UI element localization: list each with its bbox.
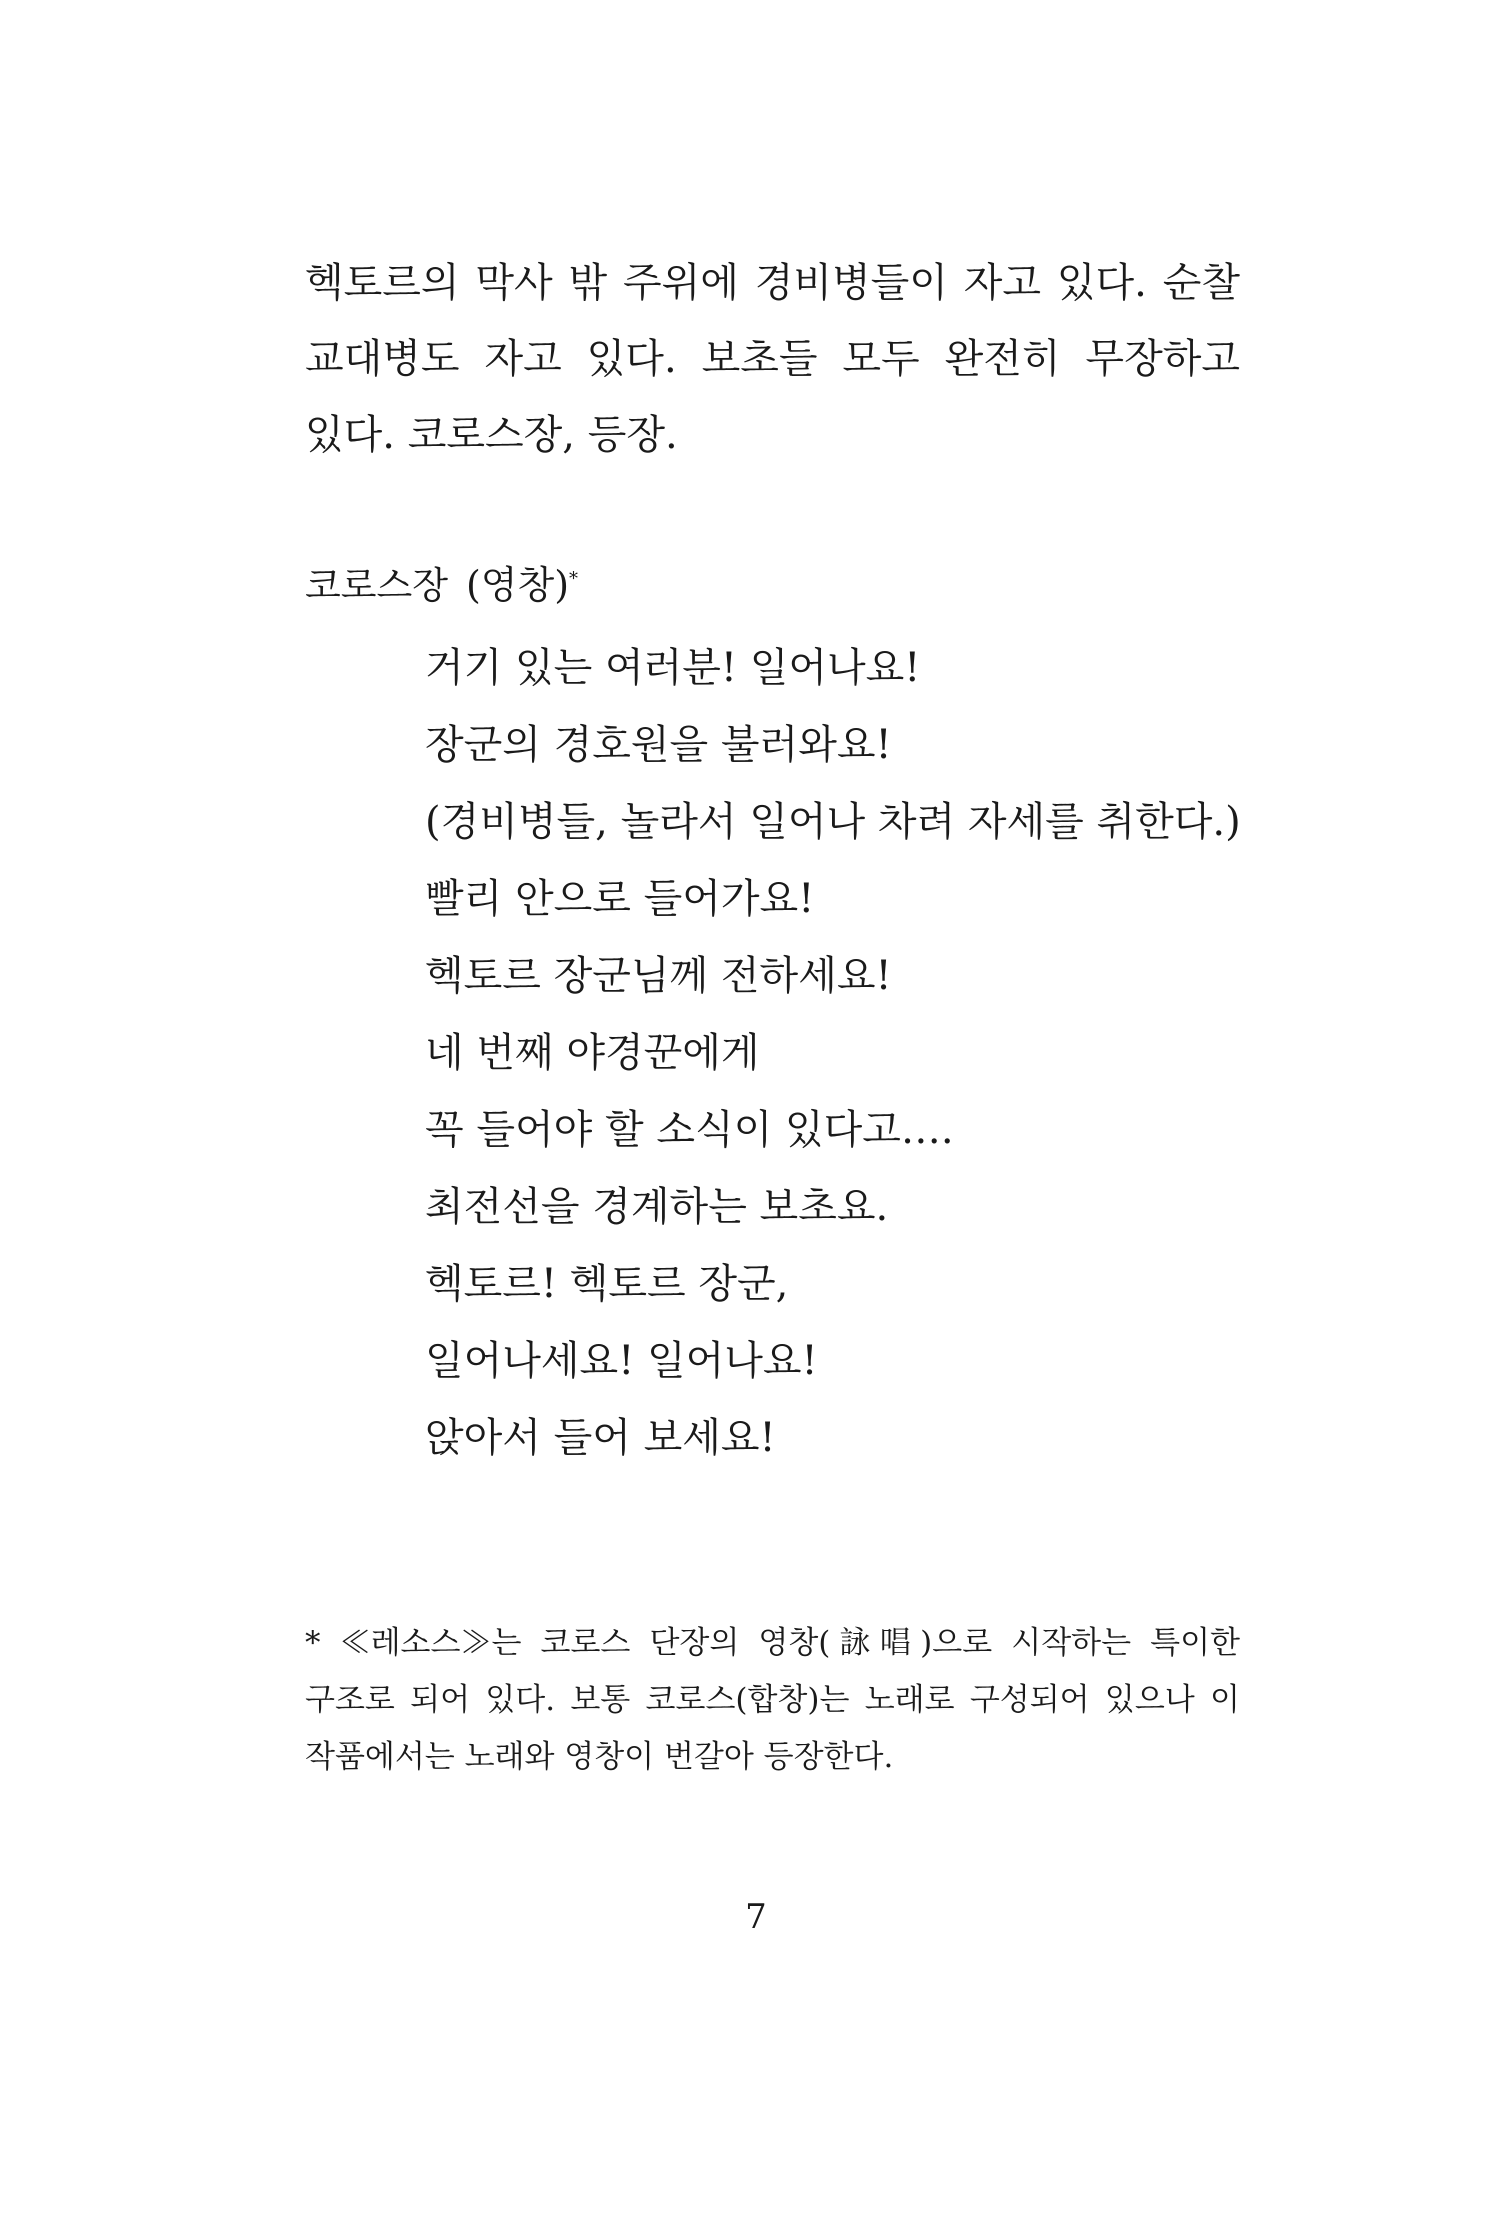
speaker-note: (영창) (465, 563, 570, 607)
verse-line: 헥토르 장군님께 전하세요! (425, 953, 892, 999)
page-number: 7 (745, 1897, 767, 1937)
verse-line: 장군의 경호원을 불러와요! (425, 722, 892, 768)
verse-line: 일어나세요! 일어나요! (425, 1338, 818, 1384)
speaker-line (305, 555, 578, 616)
verse-line: 최전선을 경계하는 보초요. (425, 1184, 889, 1230)
footnote: * ≪레소스≫는 코로스 단장의 영창(詠唱)으로 시작하는 특이한 구조로 되어 있다. 보통 코로스(합창)는 노래로 구성되어 있으나 이 작품에서는 노래와 영창이 번갈아 등장한다. (305, 1625, 1240, 1775)
verse-block (425, 630, 1241, 1477)
verse-line: 거기 있는 여러분! 일어나요! (425, 645, 921, 691)
verse-line: 꼭 들어야 할 소식이 있다고…. (425, 1107, 954, 1153)
stage-direction: 헥토르의 막사 밖 주위에 경비병들이 자고 있다. 순찰 교대병도 자고 있다. 보초들 모두 완전히 무장하고 있다. 코로스장, 등장. (305, 260, 1240, 458)
footnote-marker: * (569, 568, 579, 590)
verse-line: 네 번째 야경꾼에게 (425, 1030, 760, 1076)
speaker-name: 코로스장 (305, 564, 448, 607)
verse-line: 앉아서 들어 보세요! (425, 1415, 776, 1461)
verse-line: 헥토르! 헥토르 장군, (425, 1261, 789, 1307)
verse-line: (경비병들, 놀라서 일어나 차려 자세를 취한다.) (425, 799, 1241, 845)
verse-line: 빨리 안으로 들어가요! (425, 876, 815, 922)
